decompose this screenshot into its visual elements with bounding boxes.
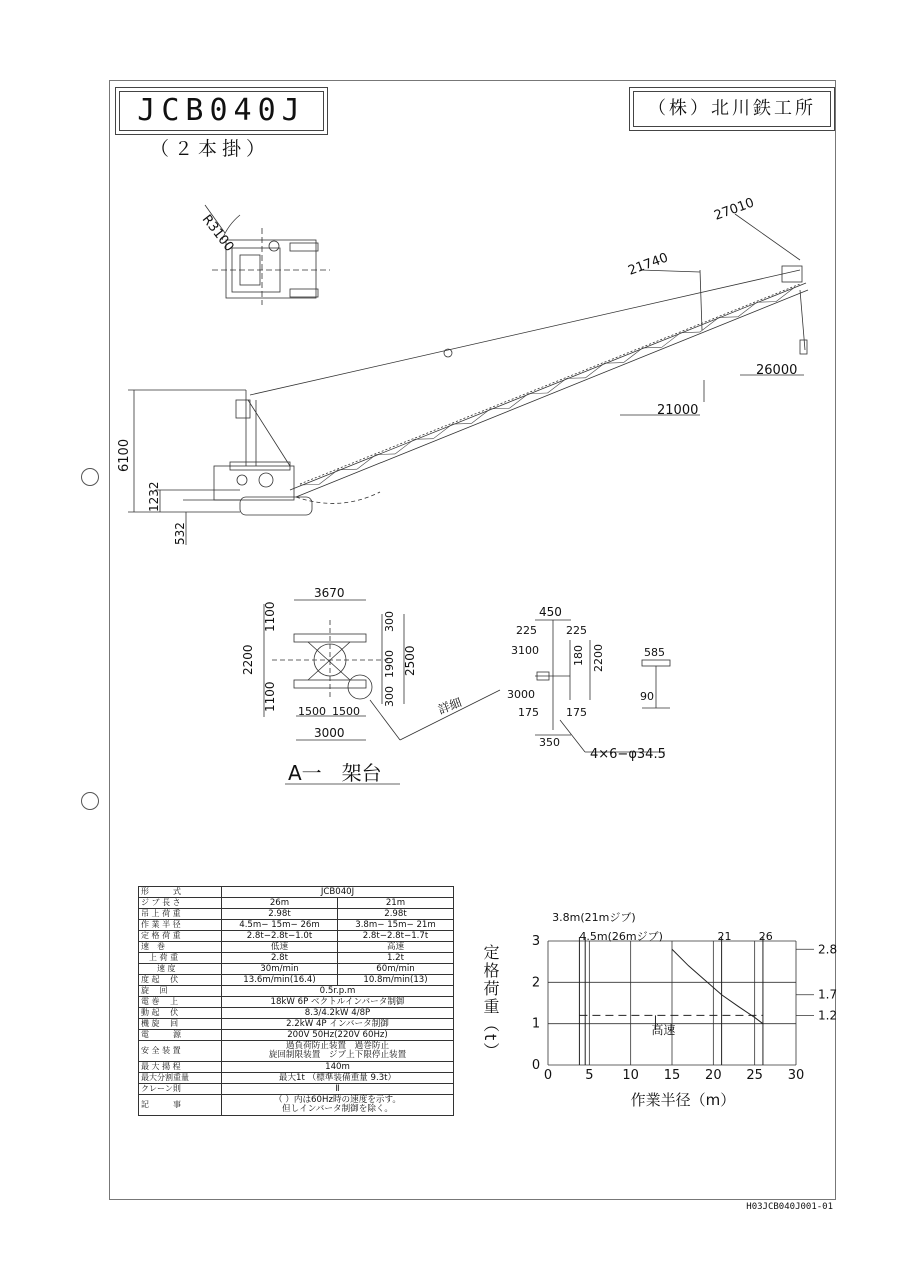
plan-dim-half-left: 1500: [298, 705, 326, 718]
detail-small-height: 90: [640, 690, 654, 703]
plan-dim-left-mid: 2200: [241, 644, 255, 675]
plan-dim-right-b: 1900: [383, 650, 396, 678]
spec-value: 200V 50Hz(220V 60Hz): [222, 1030, 454, 1041]
chart-xlabel: 作業半径（m）: [630, 1091, 736, 1109]
plan-dim-right-c: 300: [383, 686, 396, 707]
spec-label: 記 事: [139, 1095, 222, 1116]
spec-value: 13.6m/min(16.4): [222, 975, 338, 986]
spec-value: 2.98t: [338, 909, 454, 920]
detail-small-width: 585: [644, 646, 665, 659]
spec-row: [139, 953, 454, 964]
spec-row: [139, 1084, 454, 1095]
spec-label: クレーン則: [139, 1084, 222, 1095]
spec-value: 0.5r.p.m: [222, 986, 454, 997]
spec-value: 高速: [338, 942, 454, 953]
plan-dim-right-total: 2500: [403, 645, 417, 676]
plan-dim-left-bot: 1100: [263, 681, 277, 712]
chart-top-label-4: 26: [758, 930, 773, 943]
spec-label: 動 起 伏: [139, 1008, 222, 1019]
spec-value: [222, 1095, 454, 1116]
spec-row: [139, 1030, 454, 1041]
spec-label: 旋 回: [139, 986, 222, 997]
chart-x-tick: 5: [585, 1068, 594, 1083]
spec-row: [139, 942, 454, 953]
chart-x-tick: 10: [622, 1068, 639, 1083]
spec-value: 21m: [338, 898, 454, 909]
spec-value-line: （ ）内は60Hz時の速度を示す。: [273, 1095, 402, 1106]
spec-value-line: 但しインバータ制御を除く。: [282, 1104, 393, 1114]
spec-value-line: 旋回制限装置 ジブ上下限停止装置: [268, 1050, 407, 1060]
plan-dim-width-top: 3670: [314, 586, 345, 600]
chart-x-tick: 20: [705, 1068, 722, 1083]
chart-annotation: 高速: [651, 1022, 676, 1037]
chart-top-label-3: 21: [717, 930, 732, 943]
model-title: JCB040J: [119, 91, 324, 131]
crane-elevation-drawing: [0, 0, 905, 600]
spec-value: 2.8t−2.8t−1.0t: [222, 931, 338, 942]
chart-y-tick: 0: [531, 1058, 541, 1073]
chart-rated-load-line: [672, 949, 763, 1023]
dim-radius: R3100: [198, 212, 237, 255]
chart-x-tick: 30: [787, 1068, 805, 1083]
spec-value: 18kW 6P ベクトルインバータ制御: [222, 997, 454, 1008]
chart-x-tick: 15: [663, 1068, 681, 1083]
spec-value: JCB040J: [222, 887, 454, 898]
spec-value-line: 過負荷防止装置 過巻防止: [285, 1041, 390, 1052]
spec-row: [139, 920, 454, 931]
spec-label: 機 旋 回: [139, 1019, 222, 1030]
detail-bolts: 4×6−φ34.5: [590, 747, 666, 762]
spec-value: 低速: [222, 942, 338, 953]
dim-total-height: 6100: [117, 438, 132, 472]
spec-row: [139, 1041, 454, 1062]
detail-dim-bot: 350: [539, 736, 560, 749]
chart-top-label-2: 4.5m(26mジブ): [579, 930, 663, 943]
spec-row: [139, 1062, 454, 1073]
spec-row: [139, 898, 454, 909]
dim-crawler-height: 532: [173, 522, 187, 545]
spec-row: [139, 909, 454, 920]
plan-dim-half-right: 1500: [332, 705, 360, 718]
detail-dim-d4: 3000: [507, 688, 535, 701]
detail-label: 詳細: [436, 695, 464, 717]
detail-dim-top: 450: [539, 605, 562, 619]
chart-y-tick: 3: [531, 934, 541, 949]
chart-ylabel: 定格荷重（t）: [481, 944, 500, 1061]
spec-label: 吊 上 荷 重: [139, 909, 222, 920]
spec-label: 度 起 伏: [139, 975, 222, 986]
chart-x-tick: 0: [543, 1068, 553, 1083]
document-number: H03JCB040J001-01: [746, 1202, 833, 1212]
plan-dim-width-bottom: 3000: [314, 726, 345, 740]
spec-value: 4.5m− 15m− 26m: [222, 920, 338, 931]
spec-value: 60m/min: [338, 964, 454, 975]
company-name: （株）北川鉄工所: [633, 91, 831, 127]
spec-value: 140m: [222, 1062, 454, 1073]
base-plan-drawing: [0, 580, 905, 800]
dim-jib-short: 21740: [626, 250, 671, 279]
model-subtitle: （２本掛）: [150, 138, 271, 160]
spec-value: 2.98t: [222, 909, 338, 920]
detail-dim-bot-left: 175: [518, 706, 539, 719]
spec-value: 2.8t−2.8t−1.7t: [338, 931, 454, 942]
spec-label: 速 度: [139, 964, 222, 975]
spec-value: 3.8m− 15m− 21m: [338, 920, 454, 931]
chart-right-label-1: 2.8: [818, 942, 838, 957]
spec-row: [139, 975, 454, 986]
plan-dim-left-top: 1100: [263, 601, 277, 632]
chart-y-tick: 2: [531, 975, 541, 991]
spec-value: Ⅱ: [222, 1084, 454, 1095]
spec-label: 作 業 半 径: [139, 920, 222, 931]
chart-x-tick: 25: [746, 1068, 763, 1083]
dim-reach-short: 21000: [657, 403, 699, 418]
chart-right-label-2: 1.7: [818, 987, 838, 1002]
spec-table: [138, 886, 454, 1116]
base-plan-title: A一 架台: [288, 761, 382, 785]
spec-label: 電 源: [139, 1030, 222, 1041]
spec-label: 速 巻: [139, 942, 222, 953]
spec-row: [139, 1008, 454, 1019]
dim-reach-long: 26000: [756, 363, 798, 378]
spec-value: 2.2kW 4P インバータ制御: [222, 1019, 454, 1030]
spec-label: 形 式: [139, 887, 222, 898]
detail-dim-d1: 3100: [511, 644, 539, 657]
dim-jib-long: 27010: [712, 195, 757, 224]
spec-value: 2.8t: [222, 953, 338, 964]
chart-right-label-3: 1.2: [818, 1008, 838, 1023]
spec-row: [139, 1095, 454, 1116]
detail-dim-d2: 180: [572, 645, 585, 666]
spec-label: 最大分割重量: [139, 1073, 222, 1084]
spec-label: 電 巻 上: [139, 997, 222, 1008]
spec-label: 最 大 揚 程: [139, 1062, 222, 1073]
chart-top-label-1: 3.8m(21mジブ): [552, 911, 636, 924]
spec-value: 最大1t （標準装備重量 9.3t）: [222, 1073, 454, 1084]
spec-value: 1.2t: [338, 953, 454, 964]
detail-dim-bot-right: 175: [566, 706, 587, 719]
detail-dim-top-right: 225: [566, 624, 587, 637]
spec-label: 安 全 装 置: [139, 1041, 222, 1062]
spec-row: [139, 1019, 454, 1030]
spec-row: [139, 931, 454, 942]
dim-base-height: 1232: [147, 481, 161, 512]
chart-y-tick: 1: [531, 1016, 541, 1032]
spec-row: [139, 1073, 454, 1084]
spec-row: [139, 964, 454, 975]
spec-value: [222, 1041, 454, 1062]
spec-label: 上 荷 重: [139, 953, 222, 964]
spec-row: [139, 986, 454, 997]
spec-label: 定 格 荷 重: [139, 931, 222, 942]
spec-value: 10.8m/min(13): [338, 975, 454, 986]
spec-value: 8.3/4.2kW 4/8P: [222, 1008, 454, 1019]
spec-row: [139, 887, 454, 898]
plan-dim-right-a: 300: [383, 611, 396, 632]
spec-label: ジ ブ 長 さ: [139, 898, 222, 909]
detail-dim-d3: 2200: [592, 644, 605, 672]
detail-dim-top-left: 225: [516, 624, 537, 637]
spec-value: 30m/min: [222, 964, 338, 975]
spec-row: [139, 997, 454, 1008]
load-chart: [470, 905, 838, 1115]
spec-value: 26m: [222, 898, 338, 909]
